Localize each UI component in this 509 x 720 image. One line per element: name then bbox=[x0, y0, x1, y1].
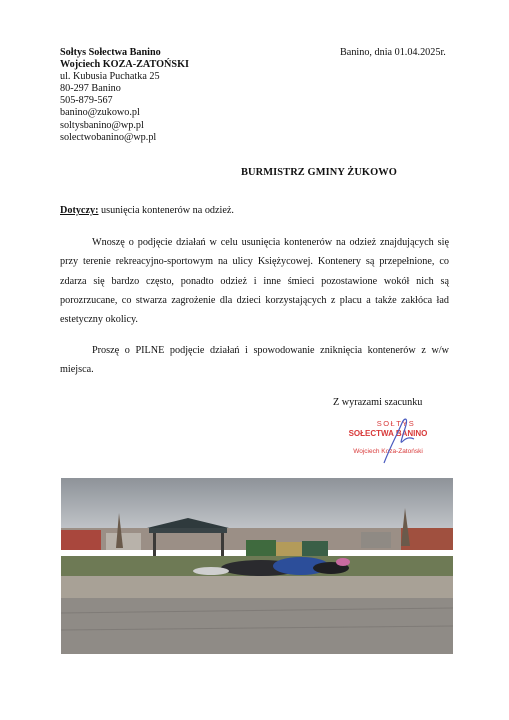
sender-email-1: banino@zukowo.pl bbox=[60, 107, 140, 119]
closing-phrase: Z wyrazami szacunku bbox=[333, 397, 423, 408]
body-paragraph-1 bbox=[60, 233, 449, 329]
body-paragraph-1-text: Wnoszę o podjęcie działań w celu usunięcia kontenerów na odzież znajdujących się przy terenie rekreacyjno-sportowym na ulicy Księżycowej. Kontenery są przepełnione, co zdarza się bardzo często, ponadto odzież i inne śmieci pozostawione wokół nich są porozrzucane, co stwarza zagrożenie dla dzieci korzystających z placu a także zakłóca ład estetyczny okolicy. bbox=[60, 237, 449, 326]
recipient: BURMISTRZ GMINY ŻUKOWO bbox=[241, 167, 397, 178]
site-photo bbox=[61, 478, 453, 654]
sender-email-2: soltysbanino@wp.pl bbox=[60, 119, 144, 131]
body-paragraph-2 bbox=[60, 341, 449, 380]
sender-street: ul. Kubusia Puchatka 25 bbox=[60, 71, 160, 83]
subject-line bbox=[60, 205, 234, 216]
letter-date: Banino, dnia 01.04.2025r. bbox=[340, 47, 446, 58]
sender-name: Wojciech KOZA-ZATOŃSKI bbox=[60, 59, 189, 71]
signature-stamp bbox=[336, 415, 436, 467]
stamp-line-2: SOŁECTWA BANINO bbox=[348, 429, 428, 438]
stamp-line-3: Wojciech Koza-Zatoński bbox=[353, 448, 423, 455]
sender-email-3: solectwobanino@wp.pl bbox=[60, 131, 157, 143]
subject-text: usunięcia kontenerów na odzież. bbox=[98, 205, 234, 216]
stamp-line-1: SOŁTYS bbox=[376, 419, 416, 428]
sender-block bbox=[60, 47, 189, 144]
sender-phone: 505-879-567 bbox=[60, 95, 113, 107]
sender-title: Sołtys Sołectwa Banino bbox=[60, 47, 161, 58]
sender-city: 80-297 Banino bbox=[60, 83, 121, 95]
subject-label: Dotyczy: bbox=[60, 205, 99, 216]
body-paragraph-2-text: Proszę o PILNE podjęcie działań i spowodowanie zniknięcia kontenerów z w/w miejsca. bbox=[60, 345, 449, 376]
